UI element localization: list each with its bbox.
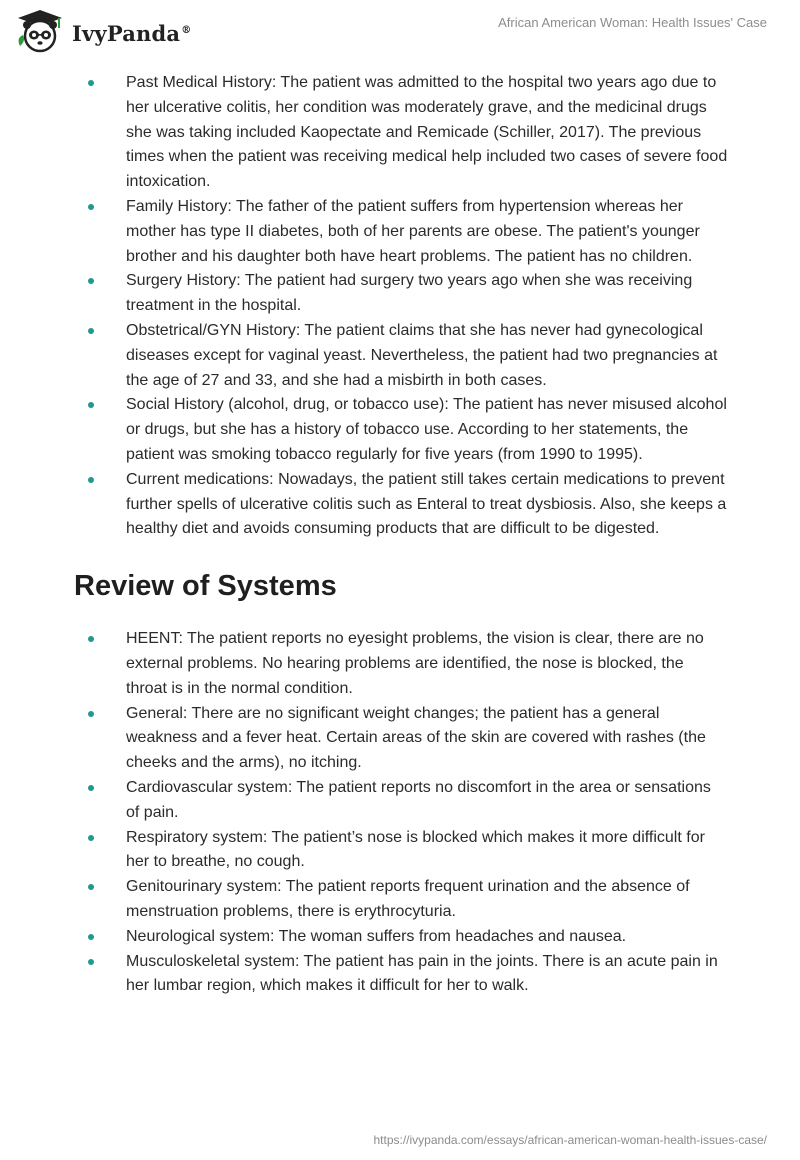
list-item: Genitourinary system: The patient reports frequent urination and the absence of menstruation problems, there is erythrocyturia.: [0, 875, 800, 925]
bullet-icon: [88, 204, 94, 210]
bullet-icon: [88, 959, 94, 965]
bullet-icon: [88, 80, 94, 86]
list-item: Family History: The father of the patient suffers from hypertension whereas her mother has type II diabetes, both of her parents are obese. The patient's younger brother and his daughter both have heart problems. The patient has no children.: [0, 195, 800, 269]
list-item: Social History (alcohol, drug, or tobacco use): The patient has never misused alcohol or drugs, but she has a history of tobacco use. According to her statements, the patient was smoking tobacco regularly for five years (from 1990 to 1995).: [0, 393, 800, 467]
bullet-icon: [88, 328, 94, 334]
bullet-icon: [88, 884, 94, 890]
bullet-icon: [88, 636, 94, 642]
list-item: Neurological system: The woman suffers from headaches and nausea.: [0, 925, 800, 950]
section-heading: Review of Systems: [74, 570, 337, 603]
history-list: [0, 71, 800, 542]
review-list: [0, 627, 800, 999]
bullet-icon: [88, 835, 94, 841]
panda-logo-icon: [14, 8, 66, 54]
brand-name: IvyPanda®: [72, 20, 192, 46]
page-header: [0, 0, 800, 66]
list-item: Past Medical History: The patient was admitted to the hospital two years ago due to her ulcerative colitis, her condition was moderately grave, and the medicinal drugs she was taking included Kaopectate and Remicade (Schiller, 2017). The previous times when the patient was receiving medical help included two cases of severe food intoxication.: [0, 71, 800, 195]
source-url-link[interactable]: https://ivypanda.com/essays/african-american-woman-health-issues-case/: [373, 1133, 767, 1147]
bullet-icon: [88, 477, 94, 483]
bullet-icon: [88, 785, 94, 791]
bullet-icon: [88, 402, 94, 408]
list-item: Surgery History: The patient had surgery two years ago when she was receiving treatment in the hospital.: [0, 269, 800, 319]
list-item: HEENT: The patient reports no eyesight problems, the vision is clear, there are no external problems. No hearing problems are identified, the nose is blocked, the throat is in the normal condition.: [0, 627, 800, 701]
bullet-icon: [88, 934, 94, 940]
document-body: [0, 71, 800, 999]
bullet-icon: [88, 278, 94, 284]
list-item: Cardiovascular system: The patient reports no discomfort in the area or sensations of pain.: [0, 776, 800, 826]
list-item: Musculoskeletal system: The patient has pain in the joints. There is an acute pain in her lumbar region, which makes it difficult for her to walk.: [0, 950, 800, 1000]
list-item: Respiratory system: The patient’s nose is blocked which makes it more difficult for her to breathe, no cough.: [0, 826, 800, 876]
document-title: African American Woman: Health Issues' Case: [498, 15, 767, 30]
list-item: Current medications: Nowadays, the patient still takes certain medications to prevent further spells of ulcerative colitis such as Enteral to treat dysbiosis. Also, she keeps a healthy diet and avoids consuming products that are difficult to be digested.: [0, 468, 800, 542]
bullet-icon: [88, 711, 94, 717]
logo[interactable]: [14, 8, 191, 54]
list-item: Obstetrical/GYN History: The patient claims that she has never had gynecological diseases except for vaginal yeast. Nevertheless, the patient had two pregnancies at the age of 27 and 33, and she had a misbirth in both cases.: [0, 319, 800, 393]
list-item: General: There are no significant weight changes; the patient has a general weakness and a fever heat. Certain areas of the skin are covered with rashes (the cheeks and the arms), no itching.: [0, 702, 800, 776]
